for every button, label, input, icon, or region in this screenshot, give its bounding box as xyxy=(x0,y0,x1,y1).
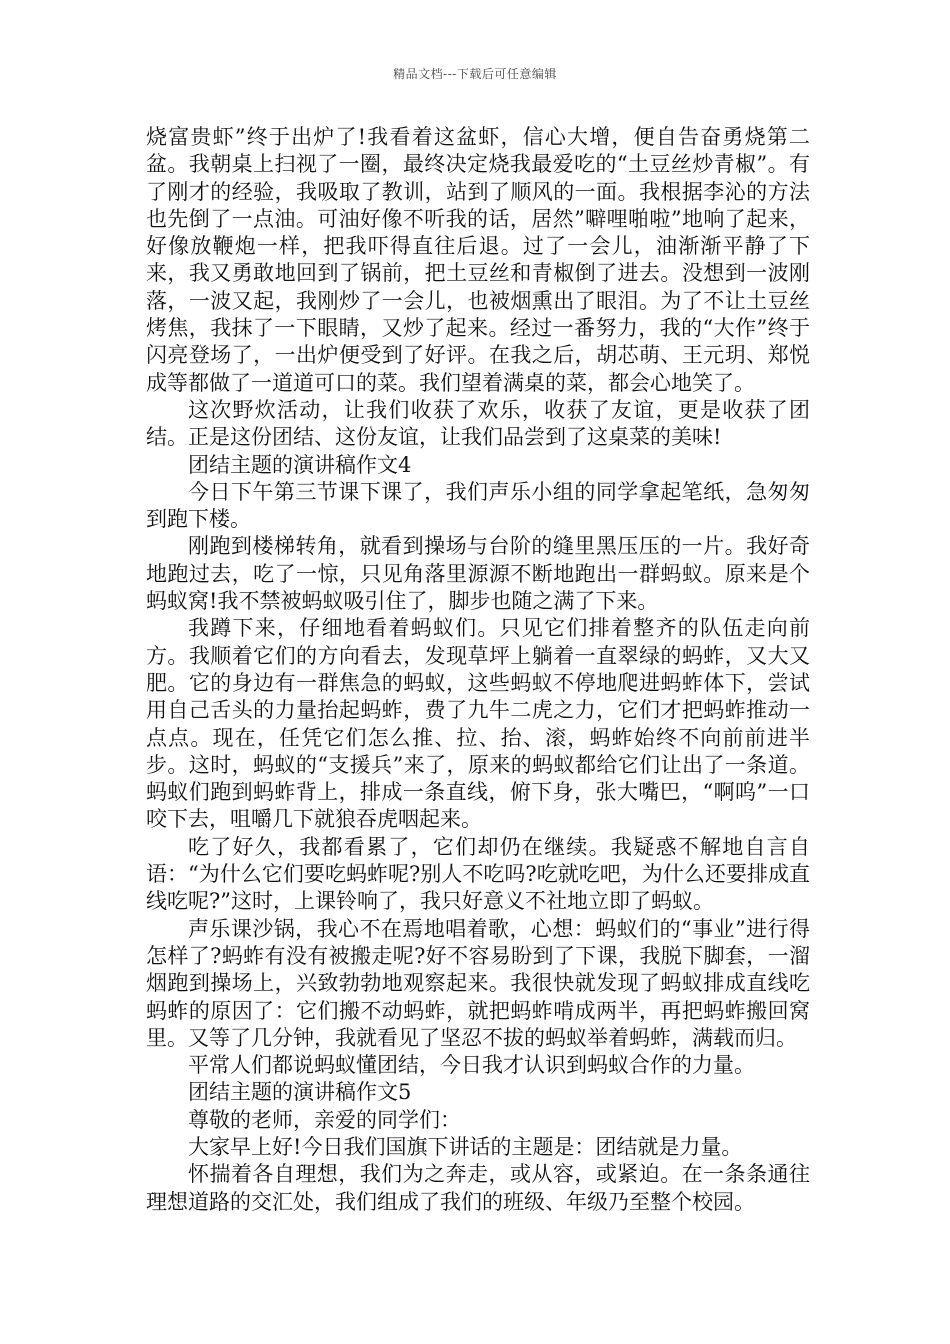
paragraph: 怀揣着各自理想，我们为之奔走，或从容，或紧迫。在一条条通往理想道路的交汇处，我们组成了我们的班级、年级乃至整个校园。 xyxy=(146,1162,810,1214)
paragraph: 大家早上好!今日我们国旗下讲话的主题是：团结就是力量。 xyxy=(188,1134,743,1159)
paragraph: 这次野炊活动，让我们收获了欢乐，收获了友谊，更是收获了团结。正是这份团结、这份友谊，让我们品尝到了这桌菜的美味! xyxy=(146,397,810,450)
paragraph: 吃了好久，我都看累了，它们却仍在继续。我疑惑不解地自言自语：“为什么它们要吃蚂蚱呢?别人不吃吗?吃就吃吧，为什么还要排成直线吃呢?”这时，上课铃响了，我只好意义不社地立即了蚂蚁。 xyxy=(146,834,810,914)
paragraph: 今日下午第三节课下课了，我们声乐小组的同学拿起笔纸，急匆匆到跑下楼。 xyxy=(146,479,810,532)
paragraph: 声乐课沙锅，我心不在焉地唱着歌，心想：蚂蚁们的“事业”进行得怎样了?蚂蚱有没有被搬走呢?好不容易盼到了下课，我脱下脚套，一溜烟跑到操场上，兴致勃勃地观察起来。我很快就发现了蚂蚁排成直线吃蚂蚱的原因了：它们搬不动蚂蚱，就把蚂蚱啃成两半，再把蚂蚱搬回窝里。又等了几分钟，我就看见了坚忍不拔的蚂蚁举着蚂蚱，满载而归。 xyxy=(146,916,810,1050)
paragraph: 烧富贵虾”终于出炉了!我看着这盆虾，信心大增，便自告奋勇烧第二盆。我朝桌上扫视了一圈，最终决定烧我最爱吃的“土豆丝炒青椒”。有了刚才的经验，我吸取了教训，站到了顺风的一面。我根据李沁的方法也先倒了一点油。可油好像不听我的话，居然”噼哩啪啦”地响了起来，好像放鞭炮一样，把我吓得直往后退。过了一会儿，油渐渐平静了下来，我又勇敢地回到了锅前，把土豆丝和青椒倒了进去。没想到一波刚落，一波又起，我刚炒了一会儿，也被烟熏出了眼泪。为了不让土豆丝烤焦，我抹了一下眼睛，又炒了起来。经过一番努力，我的“大作”终于闪亮登场了，一出炉便受到了好评。在我之后，胡芯萌、王元玥、郑悦成等都做了一道道可口的菜。我们望着满桌的菜，都会心地笑了。 xyxy=(146,125,810,395)
paragraph: 我蹲下来，仔细地看着蚂蚁们。只见它们排着整齐的队伍走向前方。我顺着它们的方向看去，发现草坪上躺着一直翠绿的蚂蚱，又大又肥。它的身边有一群焦急的蚂蚁，这些蚂蚁不停地爬进蚂蚱体下，尝试用自己舌头的力量抬起蚂蚱，费了九牛二虎之力，它们才把蚂蚱推动一点点。现在，任凭它们怎么推、拉、抬、滚，蚂蚱始终不向前前进半步。这时，蚂蚁的“支援兵”来了，原来的蚂蚁都给它们让出了一条道。蚂蚁们跑到蚂蚱背上，排成一条直线，俯下身，张大嘴巴，“啊呜”一口咬下去，咀嚼几下就狼吞虎咽起来。 xyxy=(146,616,810,832)
paragraph: 刚跑到楼梯转角，就看到操场与台阶的缝里黑压压的一片。我好奇地跑过去，吃了一惊，只见角落里源源不断地跑出一群蚂蚁。原来是个蚂蚁窝!我不禁被蚂蚁吸引住了，脚步也随之满了下来。 xyxy=(146,534,810,614)
section-heading: 团结主题的演讲稿作文5 xyxy=(188,1080,412,1105)
salutation: 尊敬的老师，亲爱的同学们： xyxy=(188,1107,461,1132)
page-header: 精品文档---下载后可任意编辑 xyxy=(393,67,557,81)
document-body xyxy=(146,124,810,1216)
paragraph: 平常人们都说蚂蚁懂团结，今日我才认识到蚂蚁合作的力量。 xyxy=(188,1053,755,1078)
section-heading: 团结主题的演讲稿作文4 xyxy=(188,452,412,477)
